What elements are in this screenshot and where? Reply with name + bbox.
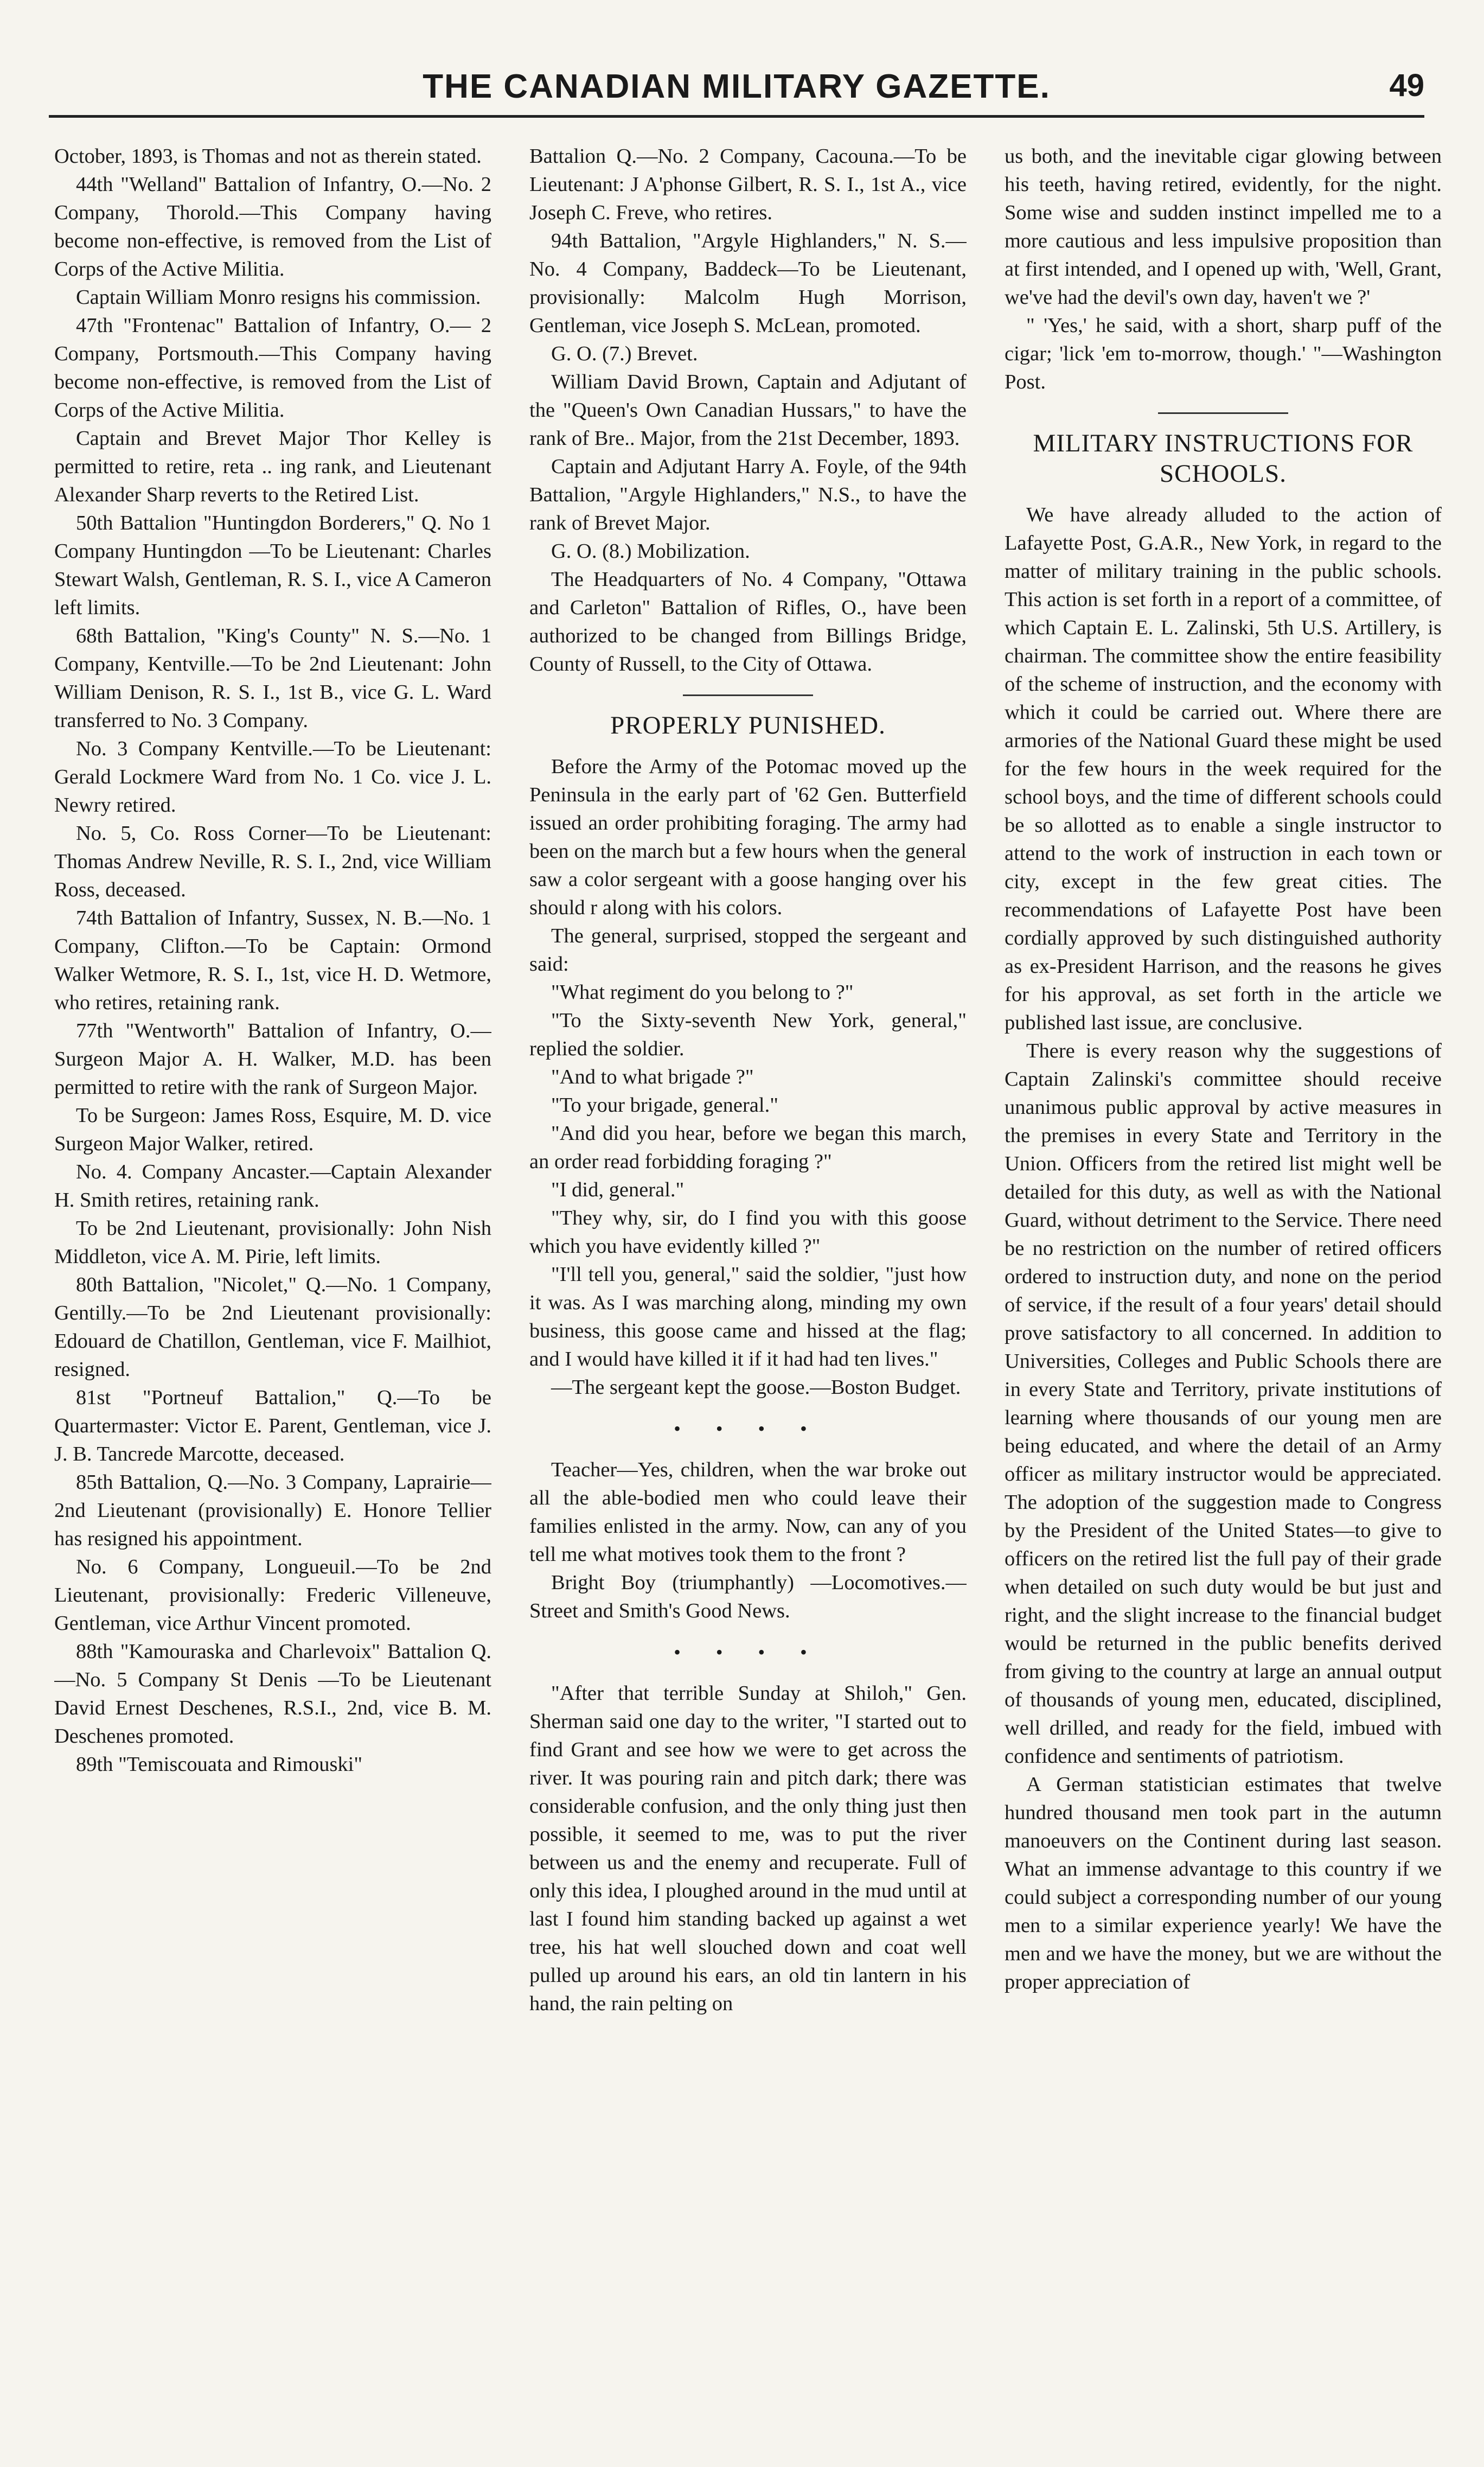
paragraph: 80th Battalion, "Nicolet," Q.—No. 1 Company, Gentilly.—To be 2nd Lieutenant provisionally: Edouard de Chatillon, Gentleman, vice F. Mailhiot, resigned. — [54, 1273, 491, 1381]
paragraph: —The sergeant kept the goose.—Boston Budget. — [551, 1376, 961, 1399]
paragraph: 44th "Welland" Battalion of Infantry, O.—No. 2 Company, Thorold.—This Company having become non-effective, is removed from the List of Corps of the Active Militia. — [54, 173, 491, 281]
paragraph: "And to what brigade ?" — [551, 1066, 754, 1088]
section-stars: • • • • — [674, 1641, 822, 1663]
paragraph: Before the Army of the Potomac moved up the Peninsula in the early part of '62 Gen. Butterfield issued an order prohibiting foraging. The army had been on the march but a few hours when the general saw a color sergeant with a goose hanging over his should r along with his colors. — [529, 755, 967, 919]
paragraph: Bright Boy (triumphantly) —Locomotives.—Street and Smith's Good News. — [529, 1571, 967, 1622]
paragraph: "To your brigade, general." — [551, 1094, 778, 1117]
paragraph: "I did, general." — [551, 1178, 685, 1201]
column-1 — [54, 142, 491, 2437]
section-divider — [683, 694, 813, 696]
paragraph: William David Brown, Captain and Adjutant of the "Queen's Own Canadian Hussars," to have the rank of Bre.. Major, from the 21st December, 1893. — [529, 371, 967, 450]
paragraph: Captain William Monro resigns his commission. — [76, 286, 481, 309]
paragraph: October, 1893, is Thomas and not as therein stated. — [54, 145, 482, 168]
paragraph: "They why, sir, do I find you with this goose which you have evidently killed ?" — [529, 1207, 967, 1258]
paragraph: No. 4. Company Ancaster.—Captain Alexander H. Smith retires, retaining rank. — [54, 1161, 491, 1212]
paragraph: us both, and the inevitable cigar glowing between his teeth, having retired, evidently, for the night. Some wise and sudden instinct impelled me to a more cautious and less impulsive proposition than at first intended, and I opened up with, 'Well, Grant, we've had the devil's own day, haven't we ?' — [1005, 145, 1442, 309]
section-divider — [1158, 412, 1288, 414]
paragraph: 85th Battalion, Q.—No. 3 Company, Laprairie—2nd Lieutenant (provisionally) E. Honore Tellier has resigned his appointment. — [54, 1471, 491, 1550]
page-title: THE CANADIAN MILITARY GAZETTE. — [423, 68, 1051, 105]
paragraph: No. 6 Company, Longueuil.—To be 2nd Lieutenant, provisionally: Frederic Villeneuve, Gentleman, vice Arthur Vincent promoted. — [54, 1556, 491, 1635]
paragraph: There is every reason why the suggestions of Captain Zalinski's committee should receive unanimous public approval by active measures in the premises in every State and Territory in the Union. Officers from the retired list might well be detailed for this duty, as well as with the National Guard, without detriment to the Service. There need be no restriction on the number of retired officers ordered to instruction duty, and none on the period of service, if the result of a four years' detail should prove satisfactory to all concerned. In addition to Universities, Colleges and Public Schools there are in every State and Territory, private institutions of learning where thousands of our young men are being educated, and where the detail of an Army officer as military instructor would be appreciated. The adoption of the suggestion made to Congress by the President of the United States—to give to officers on the retired list the full pay of their grade when detailed on such duty would be but just and right, and the slight increase to the financial budget would be returned in the public benefits derived from giving to the country at large an annual output of thousands of young men, educated, disciplined, well drilled, and ready for the field, imbued with confidence and sentiments of patriotism. — [1005, 1040, 1442, 1768]
paragraph: G. O. (7.) Brevet. — [551, 342, 698, 365]
article-heading: PROPERLY PUNISHED. — [610, 711, 886, 740]
column-3 — [1005, 142, 1442, 2437]
paragraph: 77th "Wentworth" Battalion of Infantry, O.—Surgeon Major A. H. Walker, M.D. has been permitted to retire with the rank of Surgeon Major. — [54, 1019, 491, 1099]
column-2 — [529, 142, 967, 2437]
paragraph: "To the Sixty-seventh New York, general," replied the soldier. — [529, 1009, 967, 1060]
paragraph: 81st "Portneuf Battalion," Q.—To be Quartermaster: Victor E. Parent, Gentleman, vice J. J. B. Tancrede Marcotte, deceased. — [54, 1386, 491, 1465]
paragraph: Captain and Adjutant Harry A. Foyle, of the 94th Battalion, "Argyle Highlanders," N.S., to have the rank of Brevet Major. — [529, 455, 967, 534]
paragraph: 50th Battalion "Huntingdon Borderers," Q. No 1 Company Huntingdon —To be Lieutenant: Charles Stewart Walsh, Gentleman, R. S. I., vice A Cameron left limits. — [54, 512, 491, 619]
paragraph: "I'll tell you, general," said the soldier, "just how it was. As I was marching along, minding my own business, this goose came and hissed at the flag; and I would have killed it if it had had ten lives." — [529, 1263, 967, 1370]
paragraph: "What regiment do you belong to ?" — [551, 981, 854, 1004]
paragraph: "And did you hear, before we began this march, an order read forbidding foraging ?" — [529, 1122, 967, 1173]
paragraph: No. 3 Company Kentville.—To be Lieutenant: Gerald Lockmere Ward from No. 1 Co. vice J. L. Newry retired. — [54, 737, 491, 817]
paragraph: 68th Battalion, "King's County" N. S.—No. 1 Company, Kentville.—To be 2nd Lieutenant: John William Denison, R. S. I., 1st B., vice G. L. Ward transferred to No. 3 Company. — [54, 624, 491, 732]
paragraph: G. O. (8.) Mobilization. — [551, 540, 750, 563]
paragraph: We have already alluded to the action of Lafayette Post, G.A.R., New York, in regard to the matter of military training in the public schools. This action is set forth in a report of a committee, of which Captain E. L. Zalinski, 5th U.S. Artillery, is chairman. The committee show the entire feasibility of the scheme of instruction, and the economy with which it could be carried out. Where there are armories of the National Guard these might be used for the few hours in the week required for the school boys, and the time of different schools could be so allotted as to enable a single instructor to attend to the work of instruction in each town or city, except in the few great cities. The recommendations of Lafayette Post have been cordially approved by such distinguished authority as ex-President Harrison, and the reasons he gives for his approval, as set forth in the article we published last issue, are conclusive. — [1005, 503, 1442, 1034]
paragraph: To be Surgeon: James Ross, Esquire, M. D. vice Surgeon Major Walker, retired. — [54, 1104, 491, 1155]
paragraph: 94th Battalion, "Argyle Highlanders," N. S.—No. 4 Company, Baddeck—To be Lieutenant, provisionally: Malcolm Hugh Morrison, Gentleman, vice Joseph S. McLean, promoted. — [529, 230, 967, 337]
paragraph: Battalion Q.—No. 2 Company, Cacouna.—To be Lieutenant: J A'phonse Gilbert, R. S. I., 1st A., vice Joseph C. Freve, who retires. — [529, 145, 967, 224]
paragraph: 89th "Temiscouata and Rimouski" — [76, 1753, 363, 1776]
paragraph: " 'Yes,' he said, with a short, sharp puff of the cigar; 'lick 'em to-morrow, though.' "—Washington Post. — [1005, 314, 1442, 393]
paragraph: No. 5, Co. Ross Corner—To be Lieutenant: Thomas Andrew Neville, R. S. I., 2nd, vice William Ross, deceased. — [54, 822, 491, 901]
paragraph: The Headquarters of No. 4 Company, "Ottawa and Carleton" Battalion of Rifles, O., have been authorized to be changed from Billings Bridge, County of Russell, to the City of Ottawa. — [529, 568, 967, 675]
paragraph: "After that terrible Sunday at Shiloh," Gen. Sherman said one day to the writer, "I started out to find Grant and see how we were to get across the river. It was pouring rain and pitch dark; there was considerable confusion, and the only thing just then possible, it seemed to me, was to put the river between us and the enemy and recuperate. Full of only this idea, I ploughed around in the mud until at last I found him standing backed up against a wet tree, his hat well slouched down and coat well pulled up around his ears, an old tin lantern in his hand, the rain pelting on — [529, 1682, 967, 2015]
paragraph: To be 2nd Lieutenant, provisionally: John Nish Middleton, vice A. M. Pirie, left limits. — [54, 1217, 491, 1268]
paragraph: Teacher—Yes, children, when the war broke out all the able-bodied men who could leave their families enlisted in the army. Now, can any of you tell me what motives took them to the front ? — [529, 1458, 967, 1566]
section-stars: • • • • — [674, 1418, 822, 1439]
masthead — [49, 65, 1424, 118]
paragraph: 88th "Kamouraska and Charlevoix" Battalion Q.—No. 5 Company St Denis —To be Lieutenant David Ernest Deschenes, R.S.I., 2nd, vice B. M. Deschenes promoted. — [54, 1640, 491, 1748]
paragraph: Captain and Brevet Major Thor Kelley is permitted to retire, reta .. ing rank, and Lieutenant Alexander Sharp reverts to the Retired List. — [54, 427, 491, 506]
paragraph: The general, surprised, stopped the sergeant and said: — [529, 925, 967, 976]
article-heading: MILITARY INSTRUCTIONS FOR SCHOOLS. — [1033, 429, 1413, 488]
paragraph: 74th Battalion of Infantry, Sussex, N. B.—No. 1 Company, Clifton.—To be Captain: Ormond Walker Wetmore, R. S. I., 1st, vice H. D. Wetmore, who retires, retaining rank. — [54, 907, 491, 1014]
page-number: 49 — [1389, 68, 1424, 103]
paragraph: 47th "Frontenac" Battalion of Infantry, O.— 2 Company, Portsmouth.—This Company having become non-effective, is removed from the List of Corps of the Active Militia. — [54, 314, 491, 422]
paragraph: A German statistician estimates that twelve hundred thousand men took part in the autumn manoeuvers on the Continent during last season. What an immense advantage to this country if we could subject a corresponding number of our young men to a similar experience yearly! We have the men and we have the money, but we are without the proper appreciation of — [1005, 1773, 1442, 1993]
